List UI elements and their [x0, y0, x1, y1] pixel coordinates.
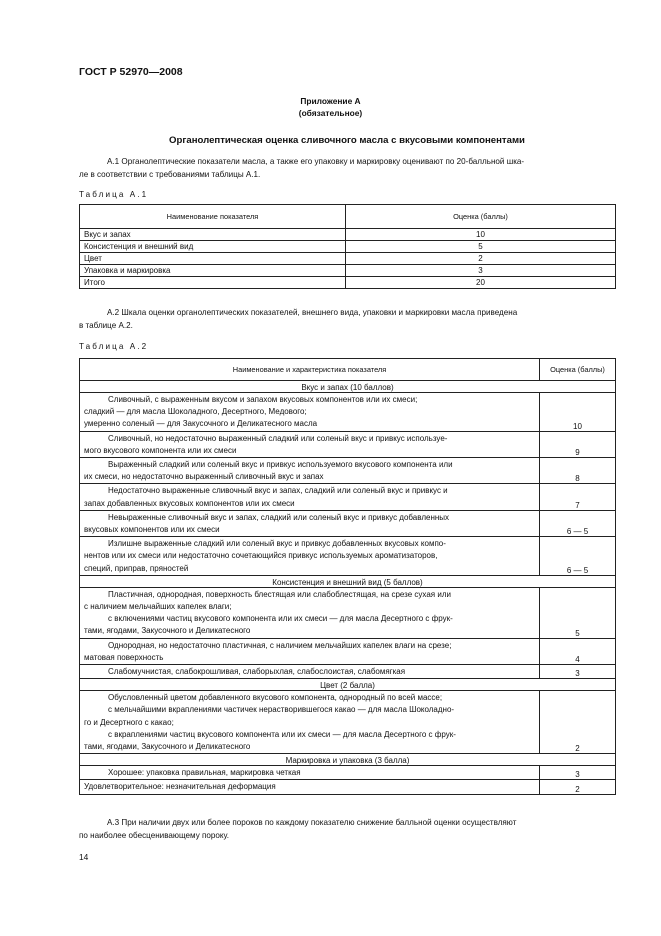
- document-id: ГОСТ Р 52970—2008: [79, 66, 183, 78]
- table1-cell-score: 5: [346, 241, 616, 253]
- desc-line: Излишне выраженные сладкий или соленый вкус и привкус добавленных вкусовых компо-: [108, 539, 446, 549]
- table-row: [80, 484, 616, 510]
- table2-cell-score: 2: [540, 691, 616, 754]
- table2-section-taste: Вкус и запах (10 баллов): [80, 381, 616, 393]
- table-row: [80, 766, 616, 780]
- table-row: [80, 431, 616, 457]
- table2-cell-score: 8: [540, 458, 616, 484]
- desc-line: с включениями частиц вкусового компонента или их смеси — для масла Десертного с фрук-: [108, 614, 453, 624]
- table-row: [80, 393, 616, 432]
- desc-line: Сливочный, с выраженным вкусом и запахом вкусовых компонентов или их смеси;: [108, 395, 418, 404]
- paragraph-line: ле в соответствии с требованиями таблицы А.1.: [79, 170, 261, 179]
- paragraph-a1: [79, 155, 615, 181]
- table2-cell-score: 3: [540, 766, 616, 780]
- table2-cell-score: 7: [540, 484, 616, 510]
- desc-line: их смеси, но недостаточно выраженный сливочный вкус и запах: [84, 472, 324, 482]
- table2-cell-desc: [80, 665, 540, 679]
- table2-section-consistency: Консистенция и внешний вид (5 баллов): [80, 575, 616, 587]
- appendix-title: Приложение А: [300, 96, 361, 106]
- desc-line: мого вкусового компонента или их смеси: [84, 445, 237, 455]
- table1-cell-name: Цвет: [80, 253, 346, 265]
- table2-cell-desc: [80, 691, 540, 754]
- table-row: [80, 277, 616, 289]
- table2-cell-score: 4: [540, 638, 616, 664]
- desc-line: умеренно соленый — для Закусочного и Деликатесного масла: [84, 419, 318, 429]
- table2-cell-desc: [80, 484, 540, 510]
- desc-line: с вкраплениями частиц вкусового компонента или их смеси — для масла Десертного с фрук-: [108, 729, 456, 739]
- table-row: [80, 229, 616, 241]
- paragraph-line: по наиболее обесценивающему пороку.: [79, 831, 229, 840]
- page-number: 14: [79, 852, 89, 862]
- table1-cell-name: Консистенция и внешний вид: [80, 241, 346, 253]
- desc-line: Сливочный, но недостаточно выраженный сладкий или соленый вкус и привкус используе-: [108, 433, 448, 443]
- table2-cell-score: 2: [540, 780, 616, 794]
- table1-cell-name: Упаковка и маркировка: [80, 265, 346, 277]
- table2-cell-desc: [80, 537, 540, 576]
- table1-header-name: Наименование показателя: [80, 205, 346, 229]
- table2-section-packaging: Маркировка и упаковка (3 балла): [80, 754, 616, 766]
- table-a2: [79, 358, 616, 795]
- table2-cell-desc: [80, 510, 540, 536]
- desc-line: матовая поверхность: [84, 652, 164, 662]
- table2-cell-score: 9: [540, 431, 616, 457]
- appendix-note: (обязательное): [298, 108, 363, 118]
- desc-line: сладкий — для масла Шоколадного, Десертного, Медового;: [84, 407, 307, 417]
- section-title: Органолептическая оценка сливочного масла с вкусовыми компонентами: [169, 135, 525, 146]
- table-row: [80, 638, 616, 664]
- table-row: [80, 253, 616, 265]
- table2-header-score: Оценка (баллы): [540, 359, 616, 381]
- table2-cell-desc: [80, 458, 540, 484]
- desc-line: тами, ягодами, Закусочного и Деликатесного: [84, 626, 251, 636]
- paragraph-a3: [79, 816, 615, 842]
- table2-cell-desc: [80, 766, 540, 780]
- table2-section-color: Цвет (2 балла): [80, 679, 616, 691]
- table-row: [80, 510, 616, 536]
- table1-caption: Таблица А.1: [79, 190, 149, 199]
- table-row: [80, 265, 616, 277]
- table1-cell-name: Итого: [80, 277, 346, 289]
- table2-cell-desc: [80, 587, 540, 638]
- desc-line: Слабомучнистая, слабокрошливая, слаборыхлая, слабослоистая, слабомягкая: [108, 667, 406, 677]
- table2-cell-score: 6 — 5: [540, 510, 616, 536]
- desc-line: специй, приправ, пряностей: [84, 563, 189, 573]
- table2-header-name: Наименование и характеристика показателя: [80, 359, 540, 381]
- desc-line: Обусловленный цветом добавленного вкусового компонента, однородный по всей массе;: [108, 693, 443, 703]
- table1-cell-score: 20: [346, 277, 616, 289]
- desc-line: с мельчайшими вкраплениями частичек нерастворившегося какао — для масла Шоколадно-: [108, 705, 455, 715]
- table-row: [80, 691, 616, 754]
- desc-line: тами, ягодами, Закусочного и Деликатесного: [84, 742, 251, 752]
- table2-cell-desc: [80, 638, 540, 664]
- desc-line: Недостаточно выраженные сливочный вкус и запах, сладкий или соленый вкус и привкус и: [108, 486, 448, 496]
- table2-cell-score: 5: [540, 587, 616, 638]
- table-row: [80, 780, 616, 794]
- table-row: [80, 458, 616, 484]
- desc-line: го и Десертного с какао;: [84, 717, 174, 727]
- paragraph-line: в таблице А.2.: [79, 321, 133, 330]
- desc-line: Пластичная, однородная, поверхность блестящая или слабоблестящая, на срезе сухая или: [108, 589, 451, 599]
- table1-cell-score: 3: [346, 265, 616, 277]
- table-row: [80, 537, 616, 576]
- table1-cell-name: Вкус и запах: [80, 229, 346, 241]
- desc-line: Удовлетворительное: незначительная деформация: [84, 782, 276, 792]
- table2-cell-score: 10: [540, 393, 616, 432]
- desc-line: Выраженный сладкий или соленый вкус и привкус используемого вкусового компонента или: [108, 460, 453, 470]
- table2-cell-desc: [80, 393, 540, 432]
- desc-line: нентов или их смеси или недостаточно сочетающийся привкус используемых ароматизаторов,: [84, 551, 438, 561]
- desc-line: Хорошее: упаковка правильная, маркировка четкая: [108, 768, 301, 778]
- desc-line: запах добавленных вкусовых компонентов или их смеси: [84, 498, 295, 508]
- table2-caption: Таблица А.2: [79, 342, 149, 351]
- desc-line: вкусовых компонентов или их смеси: [84, 525, 220, 535]
- table2-cell-score: 3: [540, 665, 616, 679]
- desc-line: Невыраженные сливочный вкус и запах, сладкий или соленый вкус и привкус добавленных: [108, 512, 450, 522]
- desc-line: Однородная, но недостаточно пластичная, с наличием мельчайших капелек влаги на срезе;: [108, 640, 452, 650]
- paragraph-line: А.3 При наличии двух или более пороков по каждому показателю снижение балльной оценки осуществляют: [107, 818, 517, 827]
- desc-line: с наличием мельчайших капелек влаги;: [84, 602, 232, 612]
- table-row: [80, 587, 616, 638]
- table1-cell-score: 10: [346, 229, 616, 241]
- table1-cell-score: 2: [346, 253, 616, 265]
- table-a1: [79, 204, 616, 289]
- table-row: [80, 241, 616, 253]
- table2-cell-score: 6 — 5: [540, 537, 616, 576]
- paragraph-line: А.1 Органолептические показатели масла, а также его упаковку и маркировку оценивают по 20-балльной шка-: [107, 157, 525, 166]
- table1-header-score: Оценка (баллы): [346, 205, 616, 229]
- table2-cell-desc: [80, 431, 540, 457]
- table2-cell-desc: [80, 780, 540, 794]
- paragraph-a2: [79, 306, 615, 332]
- paragraph-line: А.2 Шкала оценки органолептических показателей, внешнего вида, упаковки и маркировки масла приведена: [107, 308, 518, 317]
- table-row: [80, 665, 616, 679]
